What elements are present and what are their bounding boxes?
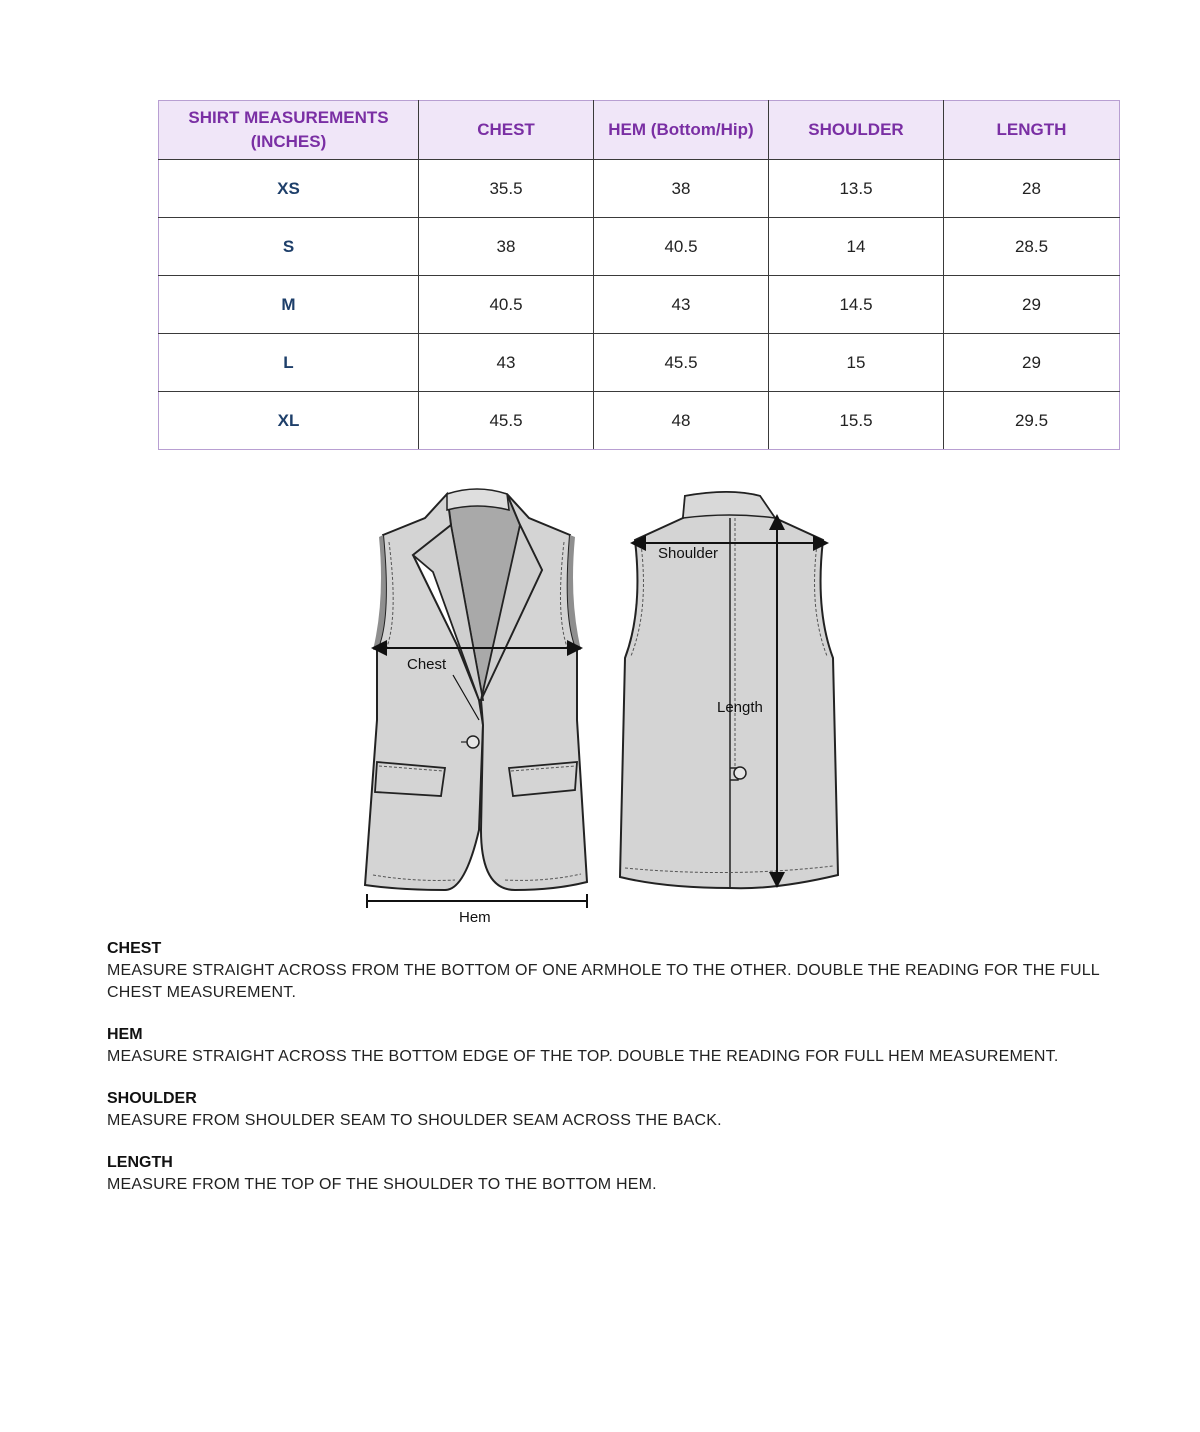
chest-cell: 43 <box>419 334 594 392</box>
header-shoulder: SHOULDER <box>769 101 944 160</box>
table-header-row <box>159 101 1120 160</box>
header-length: LENGTH <box>944 101 1120 160</box>
header-hem: HEM (Bottom/Hip) <box>594 101 769 160</box>
instruction-shoulder <box>107 1088 1107 1132</box>
table-row <box>159 218 1120 276</box>
size-cell: XL <box>159 392 419 450</box>
hem-cell: 48 <box>594 392 769 450</box>
instruction-chest <box>107 938 1107 1004</box>
instruction-title: HEM <box>107 1026 143 1043</box>
shoulder-cell: 14 <box>769 218 944 276</box>
measurement-instructions <box>107 938 1107 1216</box>
size-cell: L <box>159 334 419 392</box>
instruction-text: MEASURE STRAIGHT ACROSS FROM THE BOTTOM OF ONE ARMHOLE TO THE OTHER. DOUBLE THE READING FOR THE FULL CHEST MEASUREMENT. <box>107 962 1100 1001</box>
length-cell: 29 <box>944 334 1120 392</box>
hem-cell: 45.5 <box>594 334 769 392</box>
shoulder-cell: 15.5 <box>769 392 944 450</box>
table-row <box>159 334 1120 392</box>
length-cell: 29.5 <box>944 392 1120 450</box>
instruction-text: MEASURE FROM THE TOP OF THE SHOULDER TO THE BOTTOM HEM. <box>107 1176 657 1193</box>
instruction-length <box>107 1152 1107 1196</box>
chest-cell: 40.5 <box>419 276 594 334</box>
table-row <box>159 276 1120 334</box>
table-row <box>159 392 1120 450</box>
size-chart-table <box>158 100 1120 450</box>
instruction-title: SHOULDER <box>107 1090 197 1107</box>
vest-back-illustration <box>620 492 838 888</box>
chest-cell: 35.5 <box>419 160 594 218</box>
header-measurements-line1: SHIRT MEASUREMENTS <box>188 108 389 127</box>
hem-cell: 38 <box>594 160 769 218</box>
chest-label: Chest <box>407 656 447 673</box>
header-measurements-line2: (INCHES) <box>250 132 327 151</box>
chest-cell: 45.5 <box>419 392 594 450</box>
hem-label: Hem <box>459 909 491 926</box>
instruction-title: LENGTH <box>107 1154 173 1171</box>
instruction-title: CHEST <box>107 940 162 957</box>
length-cell: 29 <box>944 276 1120 334</box>
shoulder-cell: 15 <box>769 334 944 392</box>
size-cell: M <box>159 276 419 334</box>
vest-measurement-diagram <box>355 480 855 940</box>
hem-cell: 43 <box>594 276 769 334</box>
hem-cell: 40.5 <box>594 218 769 276</box>
shoulder-label: Shoulder <box>658 545 719 562</box>
table-row <box>159 160 1120 218</box>
instruction-hem <box>107 1024 1107 1068</box>
header-chest: CHEST <box>419 101 594 160</box>
length-cell: 28.5 <box>944 218 1120 276</box>
vest-front-illustration <box>365 489 587 926</box>
instruction-text: MEASURE STRAIGHT ACROSS THE BOTTOM EDGE OF THE TOP. DOUBLE THE READING FOR FULL HEM MEASUREMENT. <box>107 1048 1059 1065</box>
instruction-text: MEASURE FROM SHOULDER SEAM TO SHOULDER SEAM ACROSS THE BACK. <box>107 1112 722 1129</box>
length-cell: 28 <box>944 160 1120 218</box>
length-label: Length <box>717 699 763 716</box>
header-measurements <box>159 101 419 160</box>
chest-cell: 38 <box>419 218 594 276</box>
shoulder-cell: 14.5 <box>769 276 944 334</box>
size-cell: S <box>159 218 419 276</box>
shoulder-cell: 13.5 <box>769 160 944 218</box>
size-cell: XS <box>159 160 419 218</box>
